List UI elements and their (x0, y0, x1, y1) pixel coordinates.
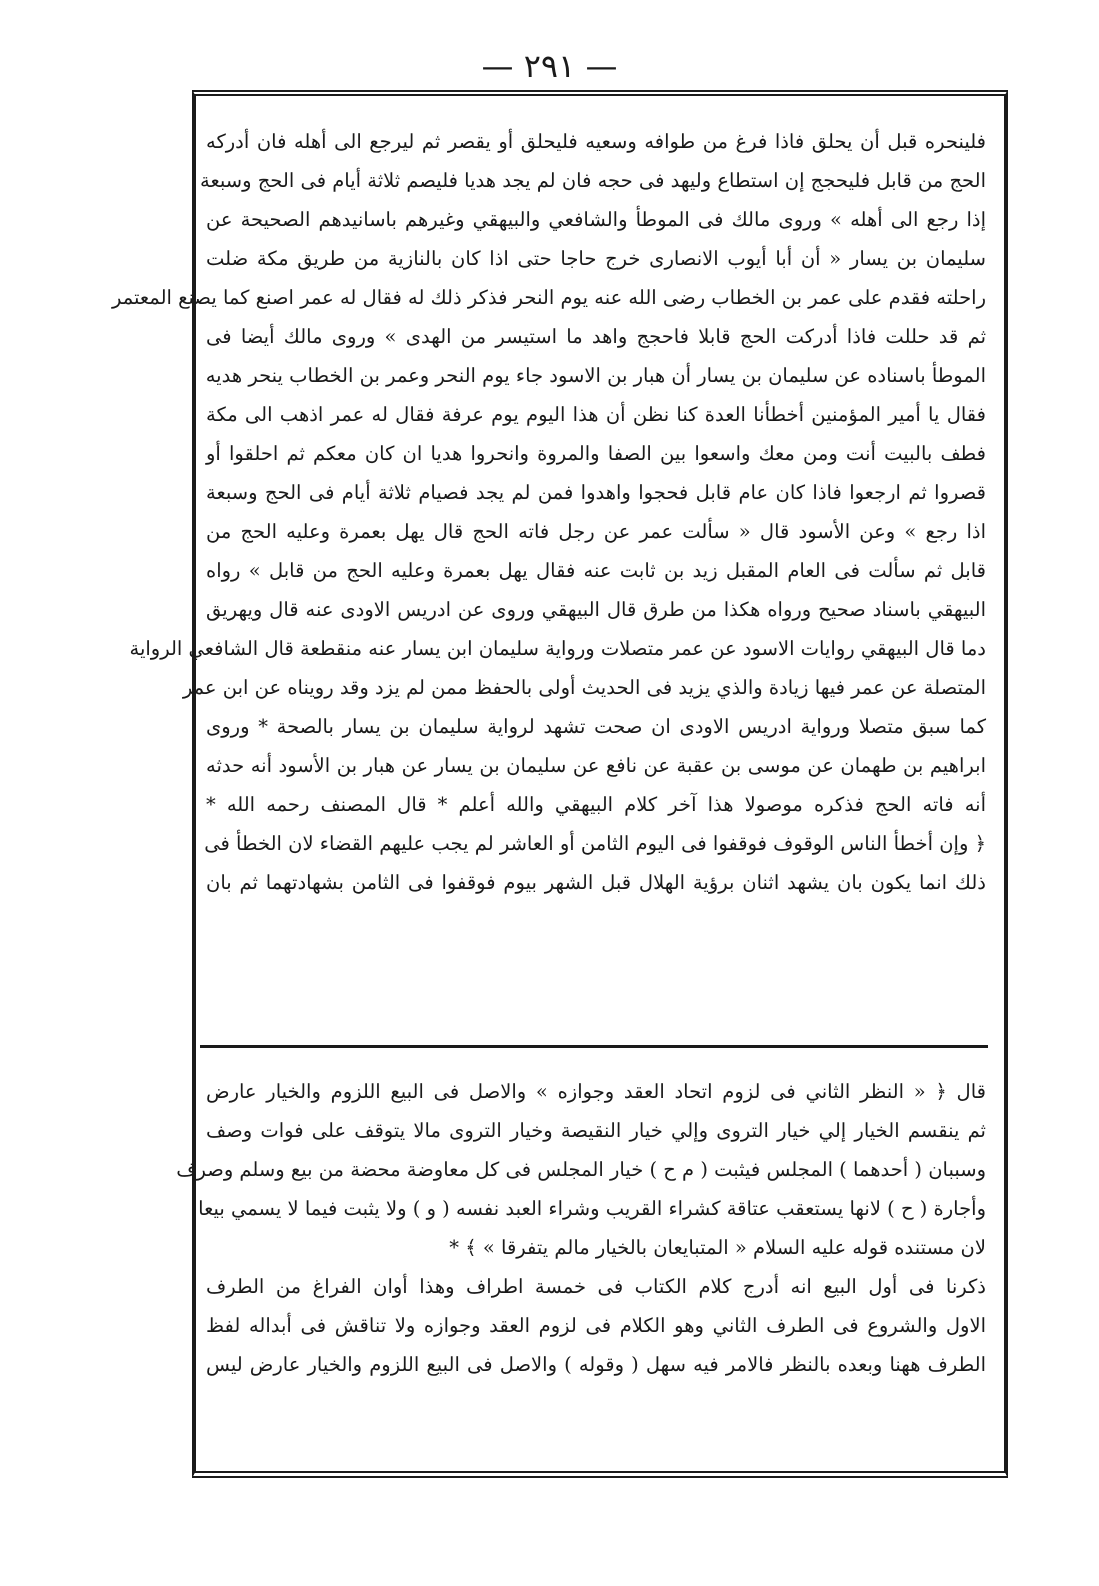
commentary-line: الطرف ههنا وبعده بالنظر فالامر فيه سهل ( وقوله ) والاصل فى البيع اللزوم والخيار عارض ليس (206, 1353, 986, 1376)
text-line: المتصلة عن عمر فيها زيادة والذي يزيد فى الحديث أولى بالحفظ ممن لم يزد وقد رويناه عن ابن عمر (182, 676, 986, 699)
text-line: فطف بالبيت أنت ومن معك واسعوا بين الصفا والمروة وانحروا هديا ان كان معكم ثم احلقوا أو (206, 442, 986, 465)
text-line: فلينحره قبل أن يحلق فاذا فرغ من طوافه وسعيه فليحلق أو يقصر ثم ليرجع الى أهله فان أدركه (206, 130, 986, 153)
text-line: الموطأ باسناده عن سليمان بن يسار أن هبار بن الاسود جاء يوم النحر وعمر بن الخطاب ينحر هديه (205, 364, 986, 387)
text-line: سليمان بن يسار « أن أبا أيوب الانصارى خرج حاجا حتى اذا كان بالنازية من طريق مكة ضلت (206, 247, 986, 270)
commentary-line: قال ﴿ « النظر الثاني فى لزوم اتحاد العقد وجوازه » والاصل فى البيع اللزوم والخيار عارض (206, 1080, 986, 1103)
section-divider (200, 1045, 988, 1048)
commentary-line: وسببان ( أحدهما ) المجلس فيثبت ( م ح ) خيار المجلس فى كل معاوضة محضة من بيع وسلم وصرف (176, 1158, 986, 1181)
page-number: — ٢٩١ — (481, 47, 618, 85)
text-line: اذا رجع » وعن الأسود قال « سألت عمر عن رجل فاته الحج قال يهل بعمرة وعليه الحج من (206, 520, 986, 543)
commentary-line: ثم ينقسم الخيار إلي خيار التروى وإلي خيار النقيصة وخيار التروى مالا يتوقف على فوات وصف (206, 1119, 986, 1142)
text-line: البيهقي باسناد صحيح ورواه هكذا من طرق قال البيهقي وروى عن ادريس الاودى عنه قال ويهريق (206, 598, 986, 621)
text-line: الحج من قابل فليحجج إن استطاع وليهد فى حجه فان لم يجد هديا فليصم ثلاثة أيام فى الحج وسبعة (200, 169, 986, 192)
commentary-line: وأجارة ( ح ) لانها يستعقب عتاقة كشراء القريب وشراء العبد نفسه ( و ) ولا يثبت فيما لا يسمي بيعا (198, 1197, 986, 1220)
commentary-line: لان مستنده قوله عليه السلام « المتبايعان بالخيار مالم يتفرقا » ﴾ * (449, 1236, 986, 1259)
text-line: إذا رجع الى أهله » وروى مالك فى الموطأ والشافعي والبيهقي وغيرهم باسانيدهم الصحيحة عن (206, 208, 986, 231)
text-line: قابل ثم سألت فى العام المقبل زيد بن ثابت عنه فقال يهل بعمرة وعليه الحج من قابل » رواه (206, 559, 986, 582)
text-line: ثم قد حللت فاذا أدركت الحج قابلا فاحجج واهد ما استيسر من الهدى » وروى مالك أيضا فى (206, 325, 986, 348)
text-line: ﴿ وإن أخطأ الناس الوقوف فوقفوا فى اليوم الثامن أو العاشر لم يجب عليهم القضاء لان الخطأ فى (204, 832, 986, 855)
commentary-line: ذكرنا فى أول البيع انه أدرج كلام الكتاب فى خمسة اطراف وهذا أوان الفراغ من الطرف (206, 1275, 986, 1298)
text-line: راحلته فقدم على عمر بن الخطاب رضى الله عنه يوم النحر فذكر ذلك له فقال له عمر اصنع كما يصنع المعتمر (111, 286, 986, 309)
main-text-block (111, 122, 986, 902)
text-line: ابراهيم بن طهمان عن موسى بن عقبة عن نافع عن سليمان بن يسار عن هبار بن الأسود أنه حدثه (206, 754, 986, 777)
text-line: دما قال البيهقي روايات الاسود عن عمر متصلات ورواية سليمان ابن يسار عنه منقطعة قال الشافعي الرواية (129, 637, 986, 660)
text-line: كما سبق متصلا ورواية ادريس الاودى ان صحت تشهد لرواية سليمان بن يسار بالصحة * وروى (206, 715, 986, 738)
text-line: فقال يا أمير المؤمنين أخطأنا العدة كنا نظن أن هذا اليوم يوم عرفة فقال له عمر اذهب الى مكة (206, 403, 986, 426)
text-line: ذلك انما يكون بان يشهد اثنان برؤية الهلال قبل الشهر بيوم فوقفوا فى الثامن بشهادتهما ثم بان (206, 871, 986, 894)
text-line: أنه فاته الحج فذكره موصولا هذا آخر كلام البيهقي والله أعلم * قال المصنف رحمه الله * (206, 793, 986, 816)
commentary-block (176, 1072, 986, 1384)
commentary-line: الاول والشروع فى الطرف الثاني وهو الكلام فى لزوم العقد وجوازه ولا تناقش فى أبداله لفظ (206, 1314, 986, 1337)
text-line: قصروا ثم ارجعوا فاذا كان عام قابل فحجوا واهدوا فمن لم يجد فصيام ثلاثة أيام فى الحج وسبعة (206, 481, 986, 504)
